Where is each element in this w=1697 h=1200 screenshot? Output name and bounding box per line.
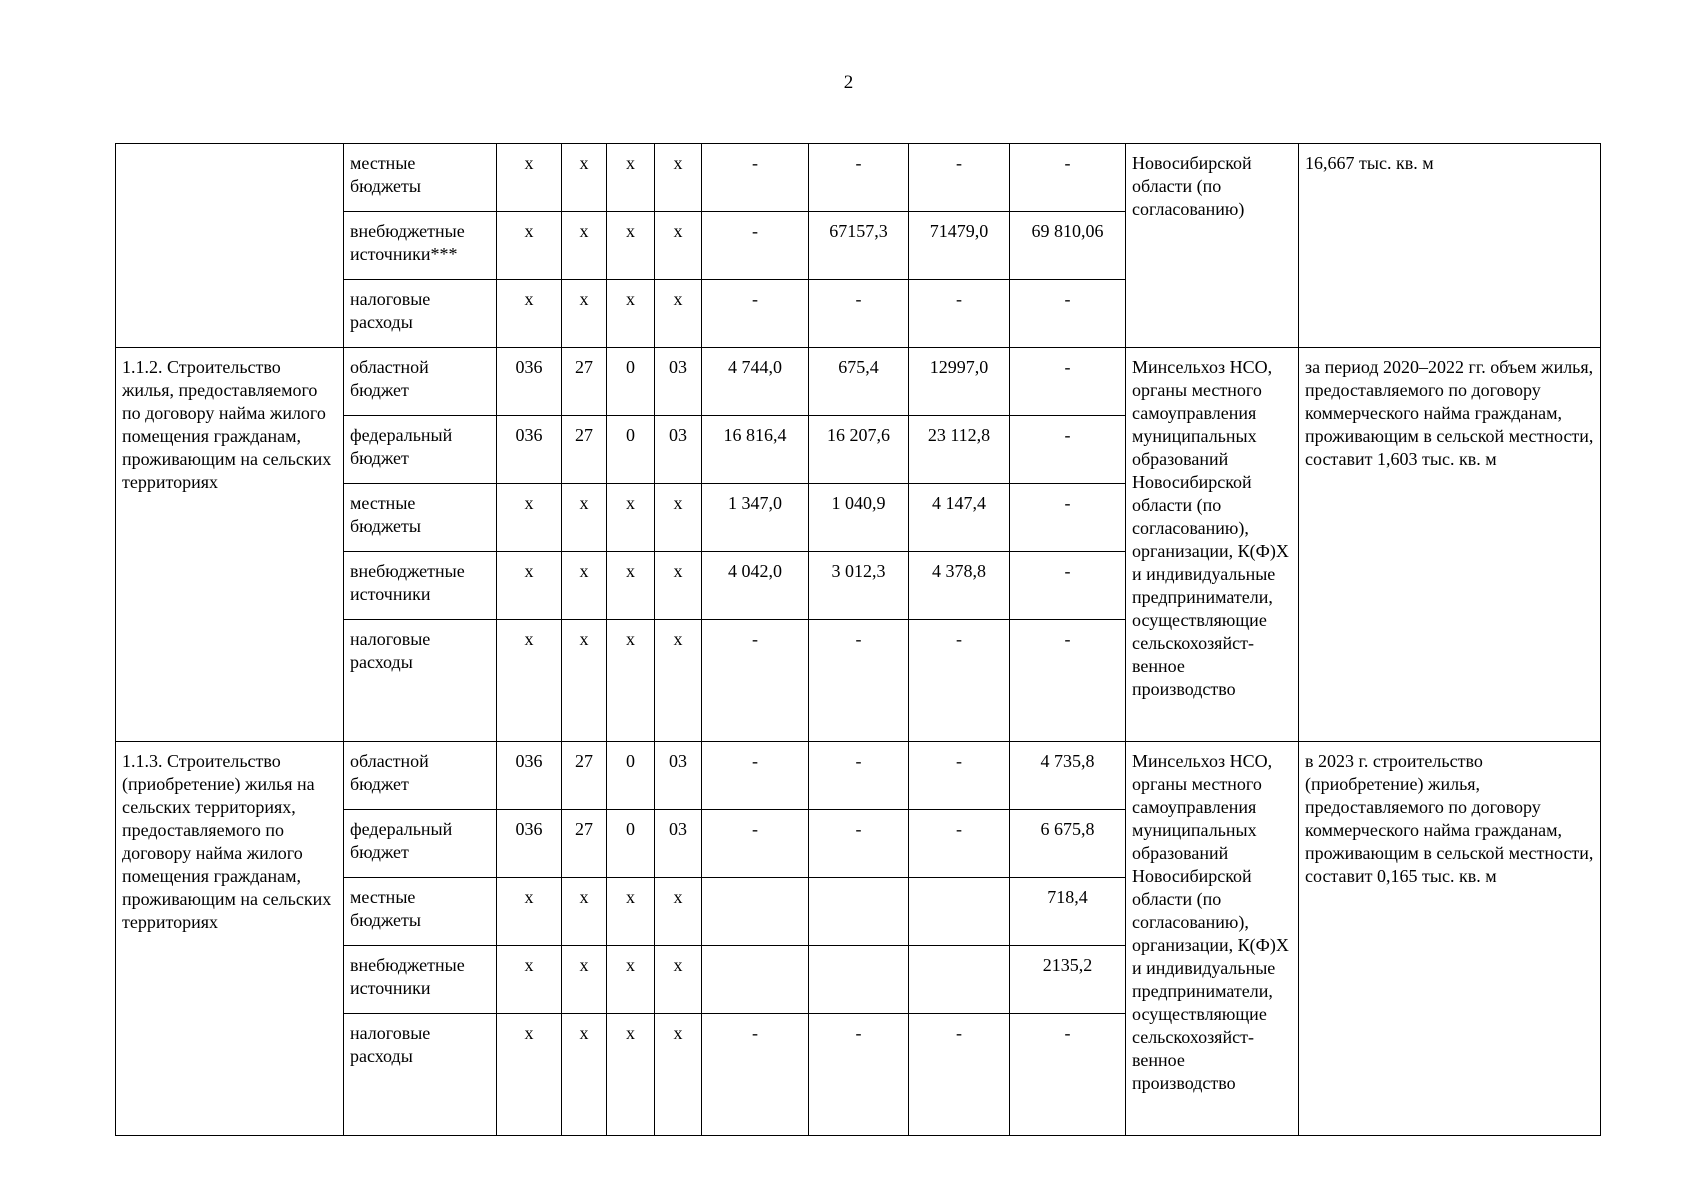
code-cell: х <box>655 552 702 620</box>
funding-source: федеральный бюджет <box>344 416 497 484</box>
value-cell: - <box>909 144 1010 212</box>
code-cell: х <box>562 946 607 1014</box>
code-cell: х <box>562 620 607 742</box>
value-cell: 69 810,06 <box>1010 212 1126 280</box>
value-cell <box>702 946 809 1014</box>
code-cell: 036 <box>497 810 562 878</box>
value-cell: - <box>1010 280 1126 348</box>
value-cell: 3 012,3 <box>809 552 909 620</box>
code-cell: х <box>497 552 562 620</box>
value-cell: 16 816,4 <box>702 416 809 484</box>
code-cell: 27 <box>562 810 607 878</box>
code-cell: х <box>562 280 607 348</box>
value-cell <box>809 946 909 1014</box>
code-cell: х <box>562 1014 607 1136</box>
value-cell: 4 744,0 <box>702 348 809 416</box>
result-cell: за период 2020–2022 гг. объем жилья, предоставляемого по договору коммерческого найма гражданам, проживающим в сельской местности, составит 1,603 тыс. кв. м <box>1299 348 1601 742</box>
value-cell: - <box>1010 144 1126 212</box>
value-cell: - <box>909 280 1010 348</box>
funding-source: внебюджетные источники <box>344 946 497 1014</box>
value-cell: - <box>1010 1014 1126 1136</box>
funding-source: налоговые расходы <box>344 280 497 348</box>
result-cell: 16,667 тыс. кв. м <box>1299 144 1601 348</box>
code-cell: 03 <box>655 348 702 416</box>
executor-cell: Минсельхоз НСО, органы местного самоуправления муниципальных образований Новосибирской области (по согласованию), организации, К(Ф)Х и индивидуальные предприниматели, осуществляющие сельскохозяйст-венное производство <box>1126 742 1299 1136</box>
value-cell: - <box>1010 620 1126 742</box>
funding-source: федеральный бюджет <box>344 810 497 878</box>
code-cell: х <box>607 552 655 620</box>
value-cell: - <box>809 620 909 742</box>
code-cell: х <box>497 212 562 280</box>
table-row <box>116 348 1601 416</box>
code-cell: х <box>497 1014 562 1136</box>
value-cell: - <box>809 280 909 348</box>
code-cell: 27 <box>562 742 607 810</box>
value-cell <box>909 946 1010 1014</box>
value-cell: - <box>909 742 1010 810</box>
code-cell: х <box>655 212 702 280</box>
value-cell: 1 040,9 <box>809 484 909 552</box>
code-cell: х <box>655 946 702 1014</box>
value-cell: - <box>809 144 909 212</box>
code-cell: 0 <box>607 810 655 878</box>
code-cell: х <box>655 1014 702 1136</box>
table-row <box>116 144 1601 212</box>
value-cell: - <box>702 810 809 878</box>
value-cell: 12997,0 <box>909 348 1010 416</box>
value-cell: 4 147,4 <box>909 484 1010 552</box>
code-cell: х <box>655 620 702 742</box>
program-table <box>115 143 1601 1136</box>
code-cell: х <box>497 878 562 946</box>
code-cell: х <box>562 144 607 212</box>
code-cell: х <box>497 946 562 1014</box>
code-cell: х <box>497 620 562 742</box>
code-cell: 036 <box>497 348 562 416</box>
value-cell: - <box>702 620 809 742</box>
funding-source: местные бюджеты <box>344 484 497 552</box>
value-cell: - <box>702 212 809 280</box>
value-cell: - <box>1010 552 1126 620</box>
value-cell: 4 042,0 <box>702 552 809 620</box>
code-cell: 036 <box>497 742 562 810</box>
value-cell: - <box>1010 348 1126 416</box>
value-cell: 2135,2 <box>1010 946 1126 1014</box>
funding-source: местные бюджеты <box>344 144 497 212</box>
code-cell: х <box>607 946 655 1014</box>
value-cell <box>702 878 809 946</box>
funding-source: внебюджетные источники*** <box>344 212 497 280</box>
code-cell: х <box>655 144 702 212</box>
value-cell <box>909 878 1010 946</box>
table-row <box>116 742 1601 810</box>
value-cell <box>809 878 909 946</box>
value-cell: - <box>702 280 809 348</box>
code-cell: х <box>655 484 702 552</box>
code-cell: 03 <box>655 742 702 810</box>
code-cell: 0 <box>607 348 655 416</box>
value-cell: - <box>909 1014 1010 1136</box>
value-cell: - <box>909 620 1010 742</box>
code-cell: х <box>607 484 655 552</box>
code-cell: 03 <box>655 810 702 878</box>
code-cell: х <box>562 212 607 280</box>
code-cell: х <box>607 878 655 946</box>
measure-title: 1.1.2. Строительство жилья, предоставляемого по договору найма жилого помещения гражданам, проживающим на сельских территориях <box>116 348 344 742</box>
value-cell: - <box>702 1014 809 1136</box>
code-cell: х <box>562 878 607 946</box>
value-cell: - <box>702 742 809 810</box>
funding-source: налоговые расходы <box>344 620 497 742</box>
code-cell: х <box>607 144 655 212</box>
value-cell: - <box>809 1014 909 1136</box>
value-cell: - <box>809 810 909 878</box>
code-cell: 036 <box>497 416 562 484</box>
code-cell: 03 <box>655 416 702 484</box>
executor-cell: Новосибирской области (по согласованию) <box>1126 144 1299 348</box>
value-cell: 4 378,8 <box>909 552 1010 620</box>
value-cell: - <box>1010 416 1126 484</box>
value-cell: - <box>809 742 909 810</box>
code-cell: х <box>655 280 702 348</box>
code-cell: 27 <box>562 348 607 416</box>
code-cell: х <box>607 280 655 348</box>
value-cell: 16 207,6 <box>809 416 909 484</box>
value-cell: 23 112,8 <box>909 416 1010 484</box>
funding-source: налоговые расходы <box>344 1014 497 1136</box>
code-cell: 0 <box>607 416 655 484</box>
value-cell: 71479,0 <box>909 212 1010 280</box>
value-cell: 718,4 <box>1010 878 1126 946</box>
funding-source: местные бюджеты <box>344 878 497 946</box>
code-cell: х <box>562 484 607 552</box>
value-cell: - <box>909 810 1010 878</box>
value-cell: - <box>702 144 809 212</box>
code-cell: х <box>607 212 655 280</box>
code-cell: 27 <box>562 416 607 484</box>
code-cell: х <box>562 552 607 620</box>
code-cell: х <box>497 280 562 348</box>
code-cell: х <box>497 484 562 552</box>
value-cell: 675,4 <box>809 348 909 416</box>
measure-title <box>116 144 344 348</box>
funding-source: областной бюджет <box>344 742 497 810</box>
code-cell: х <box>607 620 655 742</box>
page-number: 2 <box>843 72 854 93</box>
value-cell: 1 347,0 <box>702 484 809 552</box>
code-cell: х <box>497 144 562 212</box>
funding-source: областной бюджет <box>344 348 497 416</box>
funding-source: внебюджетные источники <box>344 552 497 620</box>
value-cell: - <box>1010 484 1126 552</box>
code-cell: 0 <box>607 742 655 810</box>
value-cell: 6 675,8 <box>1010 810 1126 878</box>
measure-title: 1.1.3. Строительство (приобретение) жилья на сельских территориях, предоставляемого по договору найма жилого помещения гражданам, проживающим на сельских территориях <box>116 742 344 1136</box>
result-cell: в 2023 г. строительство (приобретение) жилья, предоставляемого по договору коммерческого найма гражданам, проживающим в сельской местности, составит 0,165 тыс. кв. м <box>1299 742 1601 1136</box>
value-cell: 67157,3 <box>809 212 909 280</box>
value-cell: 4 735,8 <box>1010 742 1126 810</box>
executor-cell: Минсельхоз НСО, органы местного самоуправления муниципальных образований Новосибирской области (по согласованию), организации, К(Ф)Х и индивидуальные предприниматели, осуществляющие сельскохозяйст-венное производство <box>1126 348 1299 742</box>
code-cell: х <box>655 878 702 946</box>
code-cell: х <box>607 1014 655 1136</box>
